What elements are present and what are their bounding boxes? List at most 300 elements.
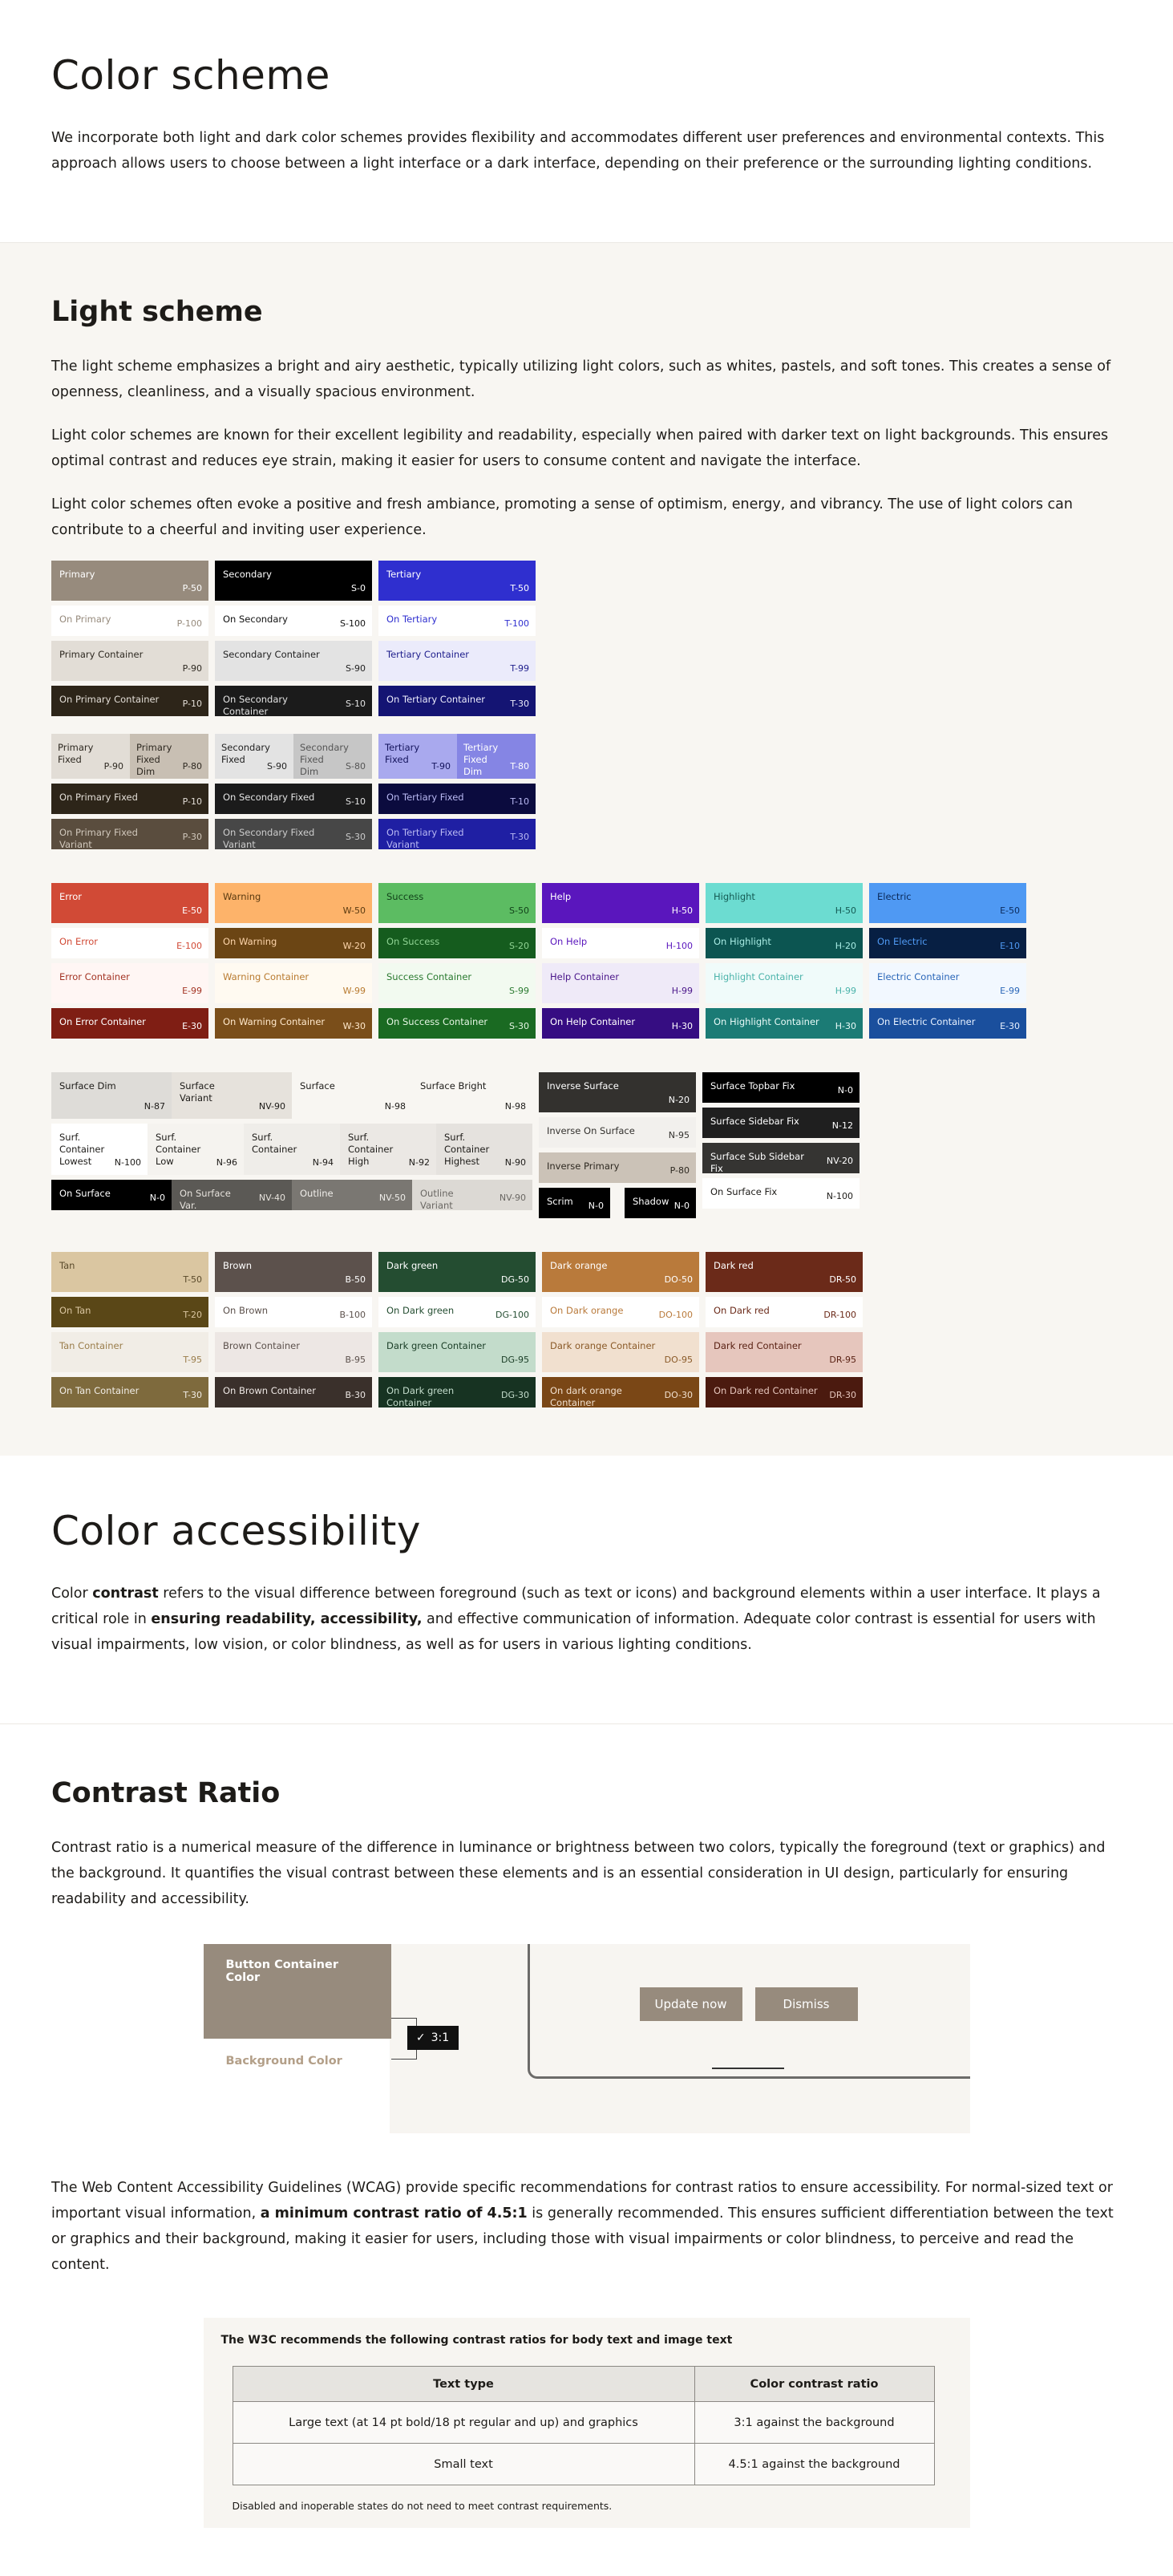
earth-colors-grid bbox=[51, 1252, 1122, 1407]
table-cell: 3:1 against the background bbox=[694, 2402, 934, 2444]
swatch-name: Scrim bbox=[547, 1196, 573, 1207]
swatch-name: On Success bbox=[386, 936, 440, 947]
swatch-name: On Brown bbox=[223, 1305, 269, 1316]
swatch-code: NV-20 bbox=[826, 1156, 853, 1166]
color-swatch bbox=[378, 641, 536, 681]
swatch-code: S-100 bbox=[340, 618, 366, 629]
swatch-name: Tertiary Fixed Dim bbox=[463, 742, 499, 777]
color-swatch bbox=[51, 641, 208, 681]
color-swatch bbox=[215, 606, 372, 636]
swatch-code: P-50 bbox=[182, 583, 202, 593]
color-swatch bbox=[51, 1180, 172, 1210]
swatch-code: T-95 bbox=[183, 1355, 202, 1365]
swatch-code: H-30 bbox=[835, 1021, 856, 1031]
contrast-demo bbox=[204, 1944, 970, 2133]
color-swatch bbox=[869, 963, 1026, 1003]
swatch-code: S-10 bbox=[346, 699, 366, 709]
swatch-name: Secondary bbox=[223, 569, 272, 580]
color-swatch bbox=[51, 1377, 208, 1407]
text-run: is generally recommended. This ensures sufficient differentiation between the text or graphics and their background, making it easier for users, including those with visual impairments or color blindness, to perceive and read the content. bbox=[51, 2205, 1114, 2273]
swatch-code: W-20 bbox=[342, 941, 366, 951]
swatch-code: N-96 bbox=[216, 1157, 237, 1168]
swatch-name: Primary Fixed bbox=[58, 742, 94, 765]
swatch-code: N-87 bbox=[144, 1101, 165, 1112]
swatch-name: Warning bbox=[223, 891, 261, 902]
swatch-code: N-12 bbox=[831, 1120, 853, 1131]
swatch-code: P-90 bbox=[103, 761, 123, 772]
surface-row bbox=[51, 1072, 532, 1119]
earth-column bbox=[542, 1252, 699, 1407]
swatch-name: Secondary Container bbox=[223, 649, 320, 660]
table-caption: The W3C recommends the following contrast ratios for body text and image text bbox=[220, 2334, 733, 2347]
swatch-name: On Dark green Container bbox=[386, 1385, 455, 1407]
swatch-code: P-10 bbox=[182, 699, 202, 709]
table-row bbox=[233, 2402, 934, 2444]
color-swatch bbox=[215, 1008, 372, 1039]
swatch-code: NV-50 bbox=[378, 1193, 406, 1203]
swatch-code: E-99 bbox=[1000, 986, 1020, 996]
swatch-name: Electric bbox=[877, 891, 912, 902]
background-color-label: Background Color bbox=[225, 2055, 342, 2068]
swatch-name: On Dark red Container bbox=[714, 1385, 818, 1396]
swatch-name: Dark green bbox=[386, 1260, 439, 1271]
update-now-button[interactable]: Update now bbox=[640, 1987, 742, 2021]
color-swatch bbox=[292, 1180, 412, 1210]
color-swatch bbox=[542, 1008, 699, 1039]
surface-colors bbox=[51, 1072, 1122, 1218]
swatch-code: E-30 bbox=[182, 1021, 202, 1031]
swatch-name: Help Container bbox=[550, 971, 620, 982]
color-swatch bbox=[542, 928, 699, 958]
color-scheme-section bbox=[0, 0, 1173, 242]
color-swatch bbox=[215, 963, 372, 1003]
swatch-name: Surf. Container Highest bbox=[444, 1132, 490, 1167]
color-swatch bbox=[215, 784, 372, 814]
color-swatch bbox=[869, 883, 1026, 923]
surface-container-row bbox=[51, 1124, 532, 1175]
color-swatch bbox=[706, 1377, 863, 1407]
primary-column bbox=[51, 561, 208, 849]
swatch-name: Surface bbox=[300, 1080, 335, 1092]
color-swatch bbox=[51, 686, 208, 716]
status-colors-grid bbox=[51, 883, 1122, 1039]
color-swatch bbox=[215, 641, 372, 681]
color-swatch bbox=[706, 1332, 863, 1372]
light-scheme-paragraph: Light color schemes are known for their excellent legibility and readability, especially when paired with darker text on light backgrounds. This ensures optimal contrast and reduces eye strain, making it easier for users to consume content and navigate the interface. bbox=[51, 427, 1109, 469]
color-swatch bbox=[542, 1252, 699, 1292]
accessibility-text bbox=[51, 1581, 1122, 1658]
swatch-code: NV-40 bbox=[258, 1193, 285, 1203]
dismiss-button[interactable]: Dismiss bbox=[755, 1987, 858, 2021]
swatch-name: On Surface bbox=[59, 1188, 111, 1199]
sheet-handle bbox=[712, 2068, 784, 2069]
swatch-name: Error bbox=[59, 891, 83, 902]
status-column bbox=[51, 883, 208, 1039]
swatch-code: S-90 bbox=[346, 663, 366, 674]
color-swatch bbox=[51, 1252, 208, 1292]
swatch-name: Brown bbox=[223, 1260, 253, 1271]
swatch-code: DR-95 bbox=[829, 1355, 856, 1365]
swatch-name: On Electric Container bbox=[877, 1016, 976, 1027]
swatch-name: Tertiary Container bbox=[386, 649, 470, 660]
on-surface-row bbox=[51, 1180, 532, 1210]
swatch-name: Success Container bbox=[386, 971, 472, 982]
earth-column bbox=[706, 1252, 863, 1407]
color-swatch bbox=[378, 928, 536, 958]
swatch-name: Surf. Container Low bbox=[156, 1132, 201, 1167]
swatch-name: Surface Dim bbox=[59, 1080, 116, 1092]
table-note: Disabled and inoperable states do not need to meet contrast requirements. bbox=[232, 2500, 613, 2512]
swatch-name: On Error bbox=[59, 936, 99, 947]
swatch-code: DO-50 bbox=[664, 1274, 693, 1285]
swatch-name: Surf. Container bbox=[252, 1132, 297, 1155]
fixed-pair bbox=[215, 734, 372, 779]
swatch-code: T-50 bbox=[183, 1274, 202, 1285]
color-swatch bbox=[172, 1180, 292, 1210]
swatch-code: P-10 bbox=[182, 796, 202, 807]
swatch-code: B-95 bbox=[345, 1355, 366, 1365]
spacer bbox=[51, 721, 208, 729]
swatch-name: On dark orange Container bbox=[550, 1385, 622, 1407]
table-header: Color contrast ratio bbox=[694, 2367, 934, 2402]
swatch-name: Inverse Surface bbox=[547, 1080, 619, 1092]
color-swatch bbox=[215, 686, 372, 716]
swatch-name: On Secondary Fixed Variant bbox=[223, 827, 315, 849]
color-swatch bbox=[148, 1124, 244, 1175]
swatch-name: Shadow bbox=[633, 1196, 669, 1207]
swatch-code: B-30 bbox=[345, 1390, 366, 1400]
text-run-bold: contrast bbox=[92, 1586, 159, 1602]
swatch-name: On Primary Fixed bbox=[59, 792, 138, 803]
swatch-code: W-99 bbox=[342, 986, 366, 996]
swatch-name: On Dark red bbox=[714, 1305, 770, 1316]
spacer bbox=[215, 721, 372, 729]
color-swatch bbox=[378, 784, 536, 814]
ratio-value: 3:1 bbox=[431, 2031, 450, 2044]
color-swatch bbox=[51, 1008, 208, 1039]
swatch-name: Primary bbox=[59, 569, 95, 580]
light-scheme-paragraph: The light scheme emphasizes a bright and airy aesthetic, typically utilizing light colors, such as whites, pastels, and soft tones. This creates a sense of openness, cleanliness, and a visually spacious environment. bbox=[51, 358, 1111, 400]
color-swatch bbox=[542, 883, 699, 923]
color-swatch bbox=[706, 963, 863, 1003]
swatch-name: On Secondary Fixed bbox=[223, 792, 315, 803]
swatch-code: H-99 bbox=[835, 986, 856, 996]
contrast-title: Contrast Ratio bbox=[51, 1777, 281, 1809]
swatch-code: E-30 bbox=[1000, 1021, 1020, 1031]
swatch-name: Warning Container bbox=[223, 971, 309, 982]
color-swatch bbox=[625, 1188, 696, 1218]
swatch-code: N-0 bbox=[673, 1201, 690, 1211]
color-swatch bbox=[706, 1252, 863, 1292]
swatch-name: Surface Bright bbox=[420, 1080, 487, 1092]
surface-main bbox=[51, 1072, 532, 1218]
swatch-code: S-90 bbox=[267, 761, 287, 772]
swatch-name: On Help Container bbox=[550, 1016, 636, 1027]
swatch-code: N-100 bbox=[114, 1157, 141, 1168]
swatch-name: On Tertiary Container bbox=[386, 694, 486, 705]
swatch-name: Outline bbox=[300, 1188, 334, 1199]
swatch-code: E-50 bbox=[1000, 905, 1020, 916]
swatch-name: Outline Variant bbox=[420, 1188, 454, 1210]
swatch-code: S-30 bbox=[509, 1021, 529, 1031]
color-swatch bbox=[215, 561, 372, 601]
swatch-code: NV-90 bbox=[258, 1101, 285, 1112]
status-column bbox=[706, 883, 863, 1039]
swatch-name: On Primary Container bbox=[59, 694, 160, 705]
swatch-code: S-10 bbox=[346, 796, 366, 807]
color-swatch bbox=[706, 1008, 863, 1039]
color-swatch bbox=[215, 819, 372, 849]
table-row bbox=[233, 2444, 934, 2485]
swatch-code: S-20 bbox=[509, 941, 529, 951]
swatch-code: N-0 bbox=[588, 1201, 604, 1211]
swatch-code: E-10 bbox=[1000, 941, 1020, 951]
light-scheme-paragraph: Light color schemes often evoke a positive and fresh ambiance, promoting a sense of optimism, energy, and vibrancy. The use of light colors can contribute to a cheerful and inviting user experience. bbox=[51, 496, 1073, 538]
swatch-code: P-90 bbox=[182, 663, 202, 674]
scrim-shadow-row bbox=[539, 1188, 696, 1218]
swatch-name: On Tertiary Fixed Variant bbox=[386, 827, 464, 849]
swatch-name: Inverse Primary bbox=[547, 1160, 620, 1172]
swatch-code: T-50 bbox=[510, 583, 529, 593]
swatch-code: NV-90 bbox=[499, 1193, 526, 1203]
swatch-code: S-80 bbox=[346, 761, 366, 772]
swatch-name: On Primary Fixed Variant bbox=[59, 827, 138, 849]
swatch-name: Help bbox=[550, 891, 572, 902]
swatch-name: Secondary Fixed Dim bbox=[300, 742, 349, 777]
swatch-name: On Brown Container bbox=[223, 1385, 316, 1396]
light-scheme-title: Light scheme bbox=[51, 296, 263, 328]
swatch-code: T-30 bbox=[510, 832, 529, 842]
color-swatch bbox=[51, 606, 208, 636]
color-swatch bbox=[378, 1297, 536, 1327]
intro-text: We incorporate both light and dark color schemes provides flexibility and accommodates different user preferences and environmental contexts. This approach allows users to choose between a light interface or a dark interface, depending on their preference or the surrounding lighting conditions. bbox=[51, 130, 1105, 172]
swatch-name: Dark orange Container bbox=[550, 1340, 656, 1351]
table-cell: 4.5:1 against the background bbox=[694, 2444, 934, 2485]
swatch-name: On Warning Container bbox=[223, 1016, 326, 1027]
swatch-name: Error Container bbox=[59, 971, 130, 982]
swatch-code: N-90 bbox=[504, 1157, 526, 1168]
swatch-name: On Primary bbox=[59, 614, 111, 625]
swatch-code: N-0 bbox=[837, 1085, 853, 1096]
swatch-code: N-94 bbox=[312, 1157, 334, 1168]
text-run: refers to the visual difference between foreground (such as text or icons) and background elements within a user interface. It plays a critical role in bbox=[51, 1586, 1101, 1627]
swatch-name: On Highlight Container bbox=[714, 1016, 819, 1027]
swatch-name: On Electric bbox=[877, 936, 928, 947]
swatch-name: On Dark orange bbox=[550, 1305, 624, 1316]
swatch-groups bbox=[51, 561, 1122, 1407]
swatch-code: E-99 bbox=[182, 986, 202, 996]
color-swatch bbox=[706, 928, 863, 958]
color-swatch bbox=[244, 1124, 340, 1175]
color-swatch bbox=[51, 1072, 172, 1119]
color-swatch bbox=[378, 963, 536, 1003]
color-swatch bbox=[378, 686, 536, 716]
color-swatch bbox=[412, 1072, 532, 1119]
swatch-code: H-99 bbox=[671, 986, 693, 996]
earth-column bbox=[378, 1252, 536, 1407]
check-icon: ✓ bbox=[415, 2031, 426, 2044]
accessibility-title: Color accessibility bbox=[51, 1508, 421, 1554]
color-swatch bbox=[378, 606, 536, 636]
color-swatch bbox=[869, 1008, 1026, 1039]
color-swatch bbox=[340, 1124, 436, 1175]
color-swatch bbox=[539, 1188, 610, 1218]
table-cell: Large text (at 14 pt bold/18 pt regular and up) and graphics bbox=[233, 2402, 694, 2444]
swatch-code: P-30 bbox=[182, 832, 202, 842]
swatch-name: Highlight Container bbox=[714, 971, 803, 982]
swatch-name: On Success Container bbox=[386, 1016, 488, 1027]
swatch-name: On Tan bbox=[59, 1305, 91, 1316]
color-swatch bbox=[706, 1297, 863, 1327]
color-swatch bbox=[436, 1124, 532, 1175]
surface-fix-column bbox=[702, 1072, 860, 1218]
text-run-bold: a minimum contrast ratio of 4.5:1 bbox=[260, 2205, 528, 2222]
color-swatch bbox=[215, 1297, 372, 1327]
color-swatch bbox=[172, 1072, 292, 1119]
color-accessibility-section bbox=[0, 1456, 1173, 1723]
swatch-name: Surface Sub Sidebar Fix bbox=[710, 1151, 804, 1173]
swatch-name: Surface Topbar Fix bbox=[710, 1080, 795, 1092]
color-swatch bbox=[215, 928, 372, 958]
swatch-name: On Secondary Container bbox=[223, 694, 288, 716]
color-swatch bbox=[51, 819, 208, 849]
earth-column bbox=[51, 1252, 208, 1407]
swatch-name: Dark green Container bbox=[386, 1340, 487, 1351]
color-swatch bbox=[215, 883, 372, 923]
color-swatch bbox=[51, 1124, 148, 1175]
swatch-code: DR-30 bbox=[829, 1390, 856, 1400]
color-swatch bbox=[457, 734, 536, 779]
swatch-name: On Help bbox=[550, 936, 588, 947]
swatch-code: N-98 bbox=[504, 1101, 526, 1112]
contrast-table bbox=[233, 2366, 935, 2485]
swatch-code: T-90 bbox=[431, 761, 451, 772]
color-swatch bbox=[412, 1180, 532, 1210]
color-swatch bbox=[378, 1252, 536, 1292]
color-swatch bbox=[130, 734, 208, 779]
swatch-code: E-100 bbox=[176, 941, 202, 951]
button-container-swatch: Button Container Color bbox=[204, 1944, 391, 2039]
text-run: The Web Content Accessibility Guidelines (WCAG) provide specific recommendations for contrast ratios to ensure accessibility. For normal-sized text or important visual information, bbox=[51, 2180, 1113, 2222]
swatch-name: Tan Container bbox=[59, 1340, 123, 1351]
color-swatch bbox=[702, 1143, 860, 1173]
color-swatch bbox=[51, 1297, 208, 1327]
status-column bbox=[378, 883, 536, 1039]
text-run-bold: ensuring readability, accessibility, bbox=[151, 1611, 423, 1627]
swatch-code: P-100 bbox=[176, 618, 202, 629]
swatch-code: N-92 bbox=[408, 1157, 430, 1168]
swatch-name: On Error Container bbox=[59, 1016, 146, 1027]
swatch-name: On Tan Container bbox=[59, 1385, 140, 1396]
color-swatch bbox=[51, 1332, 208, 1372]
color-swatch bbox=[378, 1377, 536, 1407]
swatch-code: W-30 bbox=[342, 1021, 366, 1031]
swatch-name: Surface Sidebar Fix bbox=[710, 1116, 799, 1127]
contrast-text: Contrast ratio is a numerical measure of the difference in luminance or brightness between two colors, typically the foreground (text or graphics) and the background. It quantifies the visual contrast between these elements and is an essential consideration in UI design, particularly for ensuring readability and accessibility. bbox=[51, 1840, 1106, 1907]
swatch-name: Tertiary bbox=[386, 569, 422, 580]
swatch-code: T-100 bbox=[504, 618, 529, 629]
color-swatch bbox=[51, 561, 208, 601]
tertiary-column bbox=[378, 561, 536, 849]
swatch-name: Primary Fixed Dim bbox=[136, 742, 172, 777]
color-swatch bbox=[378, 819, 536, 849]
swatch-name: Electric Container bbox=[877, 971, 960, 982]
swatch-code: T-20 bbox=[183, 1310, 202, 1320]
swatch-code: T-80 bbox=[510, 761, 529, 772]
dialog-frame bbox=[528, 1944, 970, 2079]
swatch-code: T-30 bbox=[183, 1390, 202, 1400]
color-swatch bbox=[542, 1297, 699, 1327]
swatch-name: Dark red Container bbox=[714, 1340, 802, 1351]
color-swatch bbox=[51, 883, 208, 923]
swatch-name: Success bbox=[386, 891, 424, 902]
status-column bbox=[542, 883, 699, 1039]
swatch-code: H-50 bbox=[671, 905, 693, 916]
swatch-name: Primary Container bbox=[59, 649, 144, 660]
swatch-name: Secondary Fixed bbox=[221, 742, 270, 765]
color-swatch bbox=[702, 1072, 860, 1103]
color-swatch bbox=[542, 1332, 699, 1372]
color-swatch bbox=[378, 1332, 536, 1372]
swatch-code: S-99 bbox=[509, 986, 529, 996]
color-swatch bbox=[539, 1152, 696, 1183]
swatch-name: Surf. Container Lowest bbox=[59, 1132, 105, 1167]
spacer bbox=[378, 721, 536, 729]
swatch-code: DR-50 bbox=[829, 1274, 856, 1285]
fixed-pair bbox=[51, 734, 208, 779]
key-colors-grid bbox=[51, 561, 1122, 849]
swatch-code: T-99 bbox=[510, 663, 529, 674]
swatch-code: B-50 bbox=[345, 1274, 366, 1285]
swatch-code: B-100 bbox=[339, 1310, 366, 1320]
swatch-name: On Highlight bbox=[714, 936, 771, 947]
color-swatch bbox=[542, 1377, 699, 1407]
swatch-code: N-98 bbox=[384, 1101, 406, 1112]
swatch-code: N-95 bbox=[668, 1130, 690, 1140]
swatch-code: DG-95 bbox=[501, 1355, 529, 1365]
color-swatch bbox=[51, 784, 208, 814]
color-swatch bbox=[378, 1008, 536, 1039]
text-run: Color bbox=[51, 1586, 93, 1602]
swatch-name: Highlight bbox=[714, 891, 755, 902]
swatch-code: S-30 bbox=[346, 832, 366, 842]
swatch-name: On Warning bbox=[223, 936, 277, 947]
swatch-code: W-50 bbox=[342, 905, 366, 916]
contrast-table-card bbox=[204, 2318, 970, 2528]
color-swatch bbox=[539, 1117, 696, 1148]
text-run: and effective communication of information. Adequate color contrast is essential for users with visual impairments, low vision, or color blindness, as well as for users in various lighting conditions. bbox=[51, 1611, 1096, 1653]
swatch-name: On Dark green bbox=[386, 1305, 455, 1316]
swatch-code: S-0 bbox=[351, 583, 366, 593]
swatch-code: DO-100 bbox=[658, 1310, 693, 1320]
swatch-code: T-10 bbox=[510, 796, 529, 807]
swatch-code: P-80 bbox=[182, 761, 202, 772]
color-swatch bbox=[378, 561, 536, 601]
color-swatch bbox=[702, 1108, 860, 1138]
page-title: Color scheme bbox=[51, 52, 330, 99]
swatch-code: H-30 bbox=[671, 1021, 693, 1031]
swatch-name: Brown Container bbox=[223, 1340, 300, 1351]
color-swatch bbox=[215, 1252, 372, 1292]
ratio-badge bbox=[407, 2026, 459, 2050]
contrast-ratio-section bbox=[0, 1723, 1173, 2576]
swatch-name: Surf. Container High bbox=[348, 1132, 394, 1167]
swatch-code: DG-50 bbox=[501, 1274, 529, 1285]
color-swatch bbox=[702, 1178, 860, 1209]
swatch-code: N-0 bbox=[149, 1193, 165, 1203]
swatch-code: T-30 bbox=[510, 699, 529, 709]
earth-column bbox=[215, 1252, 372, 1407]
